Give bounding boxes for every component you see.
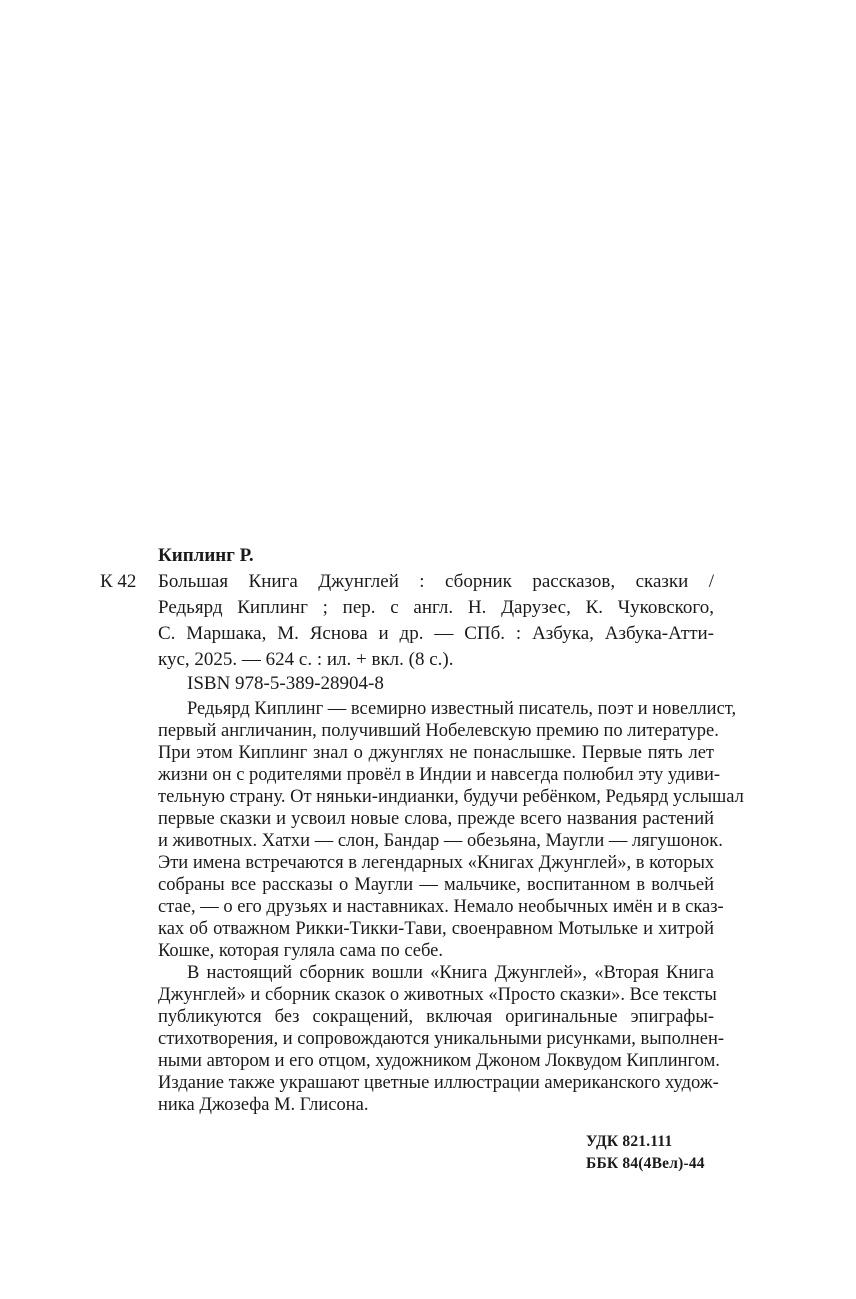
annotation-line: В настоящий сборник вошли «Книга Джунглей», «Вторая Книга <box>187 963 714 983</box>
annotation-line: ках об отважном Рикки-Тикки-Тави, своенравном Мотыльке и хитрой <box>158 919 714 939</box>
annotation-line: первый англичанин, получивший Нобелевскую премию по литературе. <box>158 721 719 741</box>
annotation-line: Кошке, которая гуляла сама по себе. <box>158 941 443 961</box>
annotation-line: жизни он с родителями провёл в Индии и навсегда полюбил эту удиви- <box>158 765 721 785</box>
annotation-line: тельную страну. От няньки-индианки, будучи ребёнком, Редьярд услышал <box>158 787 744 807</box>
annotation-line: ника Джозефа М. Глисона. <box>158 1095 369 1115</box>
catalog-line: Большая Книга Джунглей : сборник рассказов, сказки / <box>158 571 714 592</box>
isbn: ISBN 978-5-389-28904-8 <box>187 673 384 694</box>
annotation-line: первые сказки и усвоил новые слова, прежде всего названия растений <box>158 809 714 829</box>
annotation-line: Издание также украшают цветные иллюстрации американского худож- <box>158 1073 719 1093</box>
catalog-line: С. Маршака, М. Яснова и др. — СПб. : Азбука, Азбука-Атти- <box>158 623 714 644</box>
catalog-line: кус, 2025. — 624 с. : ил. + вкл. (8 с.). <box>158 649 454 670</box>
annotation-line: Джунглей» и сборник сказок о животных «Просто сказки». Все тексты <box>158 985 717 1005</box>
annotation-line: стихотворения, и сопровождаются уникальными рисунками, выполнен- <box>158 1029 725 1049</box>
annotation-line: Редьярд Киплинг — всемирно известный писатель, поэт и новеллист, <box>187 699 737 719</box>
author-mark-code: К 42 <box>100 571 137 592</box>
annotation-line: и животных. Хатхи — слон, Бандар — обезьяна, Маугли — лягушонок. <box>158 831 723 851</box>
annotation-line: собраны все рассказы о Маугли — мальчике, воспитанном в волчьей <box>158 875 714 895</box>
annotation-line: Эти имена встречаются в легендарных «Книгах Джунглей», в которых <box>158 853 715 873</box>
annotation-line: публикуются без сокращений, включая оригинальные эпиграфы- <box>158 1007 714 1027</box>
author-heading: Киплинг Р. <box>158 545 254 566</box>
annotation-line: стае, — о его друзьях и наставниках. Немало необычных имён и в сказ- <box>158 897 724 917</box>
bbk-index: ББК 84(4Вел)-44 <box>586 1155 705 1172</box>
udk-index: УДК 821.111 <box>586 1133 673 1150</box>
annotation-line: ными автором и его отцом, художником Джоном Локвудом Киплингом. <box>158 1051 720 1071</box>
annotation-line: При этом Киплинг знал о джунглях не понаслышке. Первые пять лет <box>158 743 714 763</box>
catalog-line: Редьярд Киплинг ; пер. с англ. Н. Дарузес, К. Чуковского, <box>158 597 714 618</box>
